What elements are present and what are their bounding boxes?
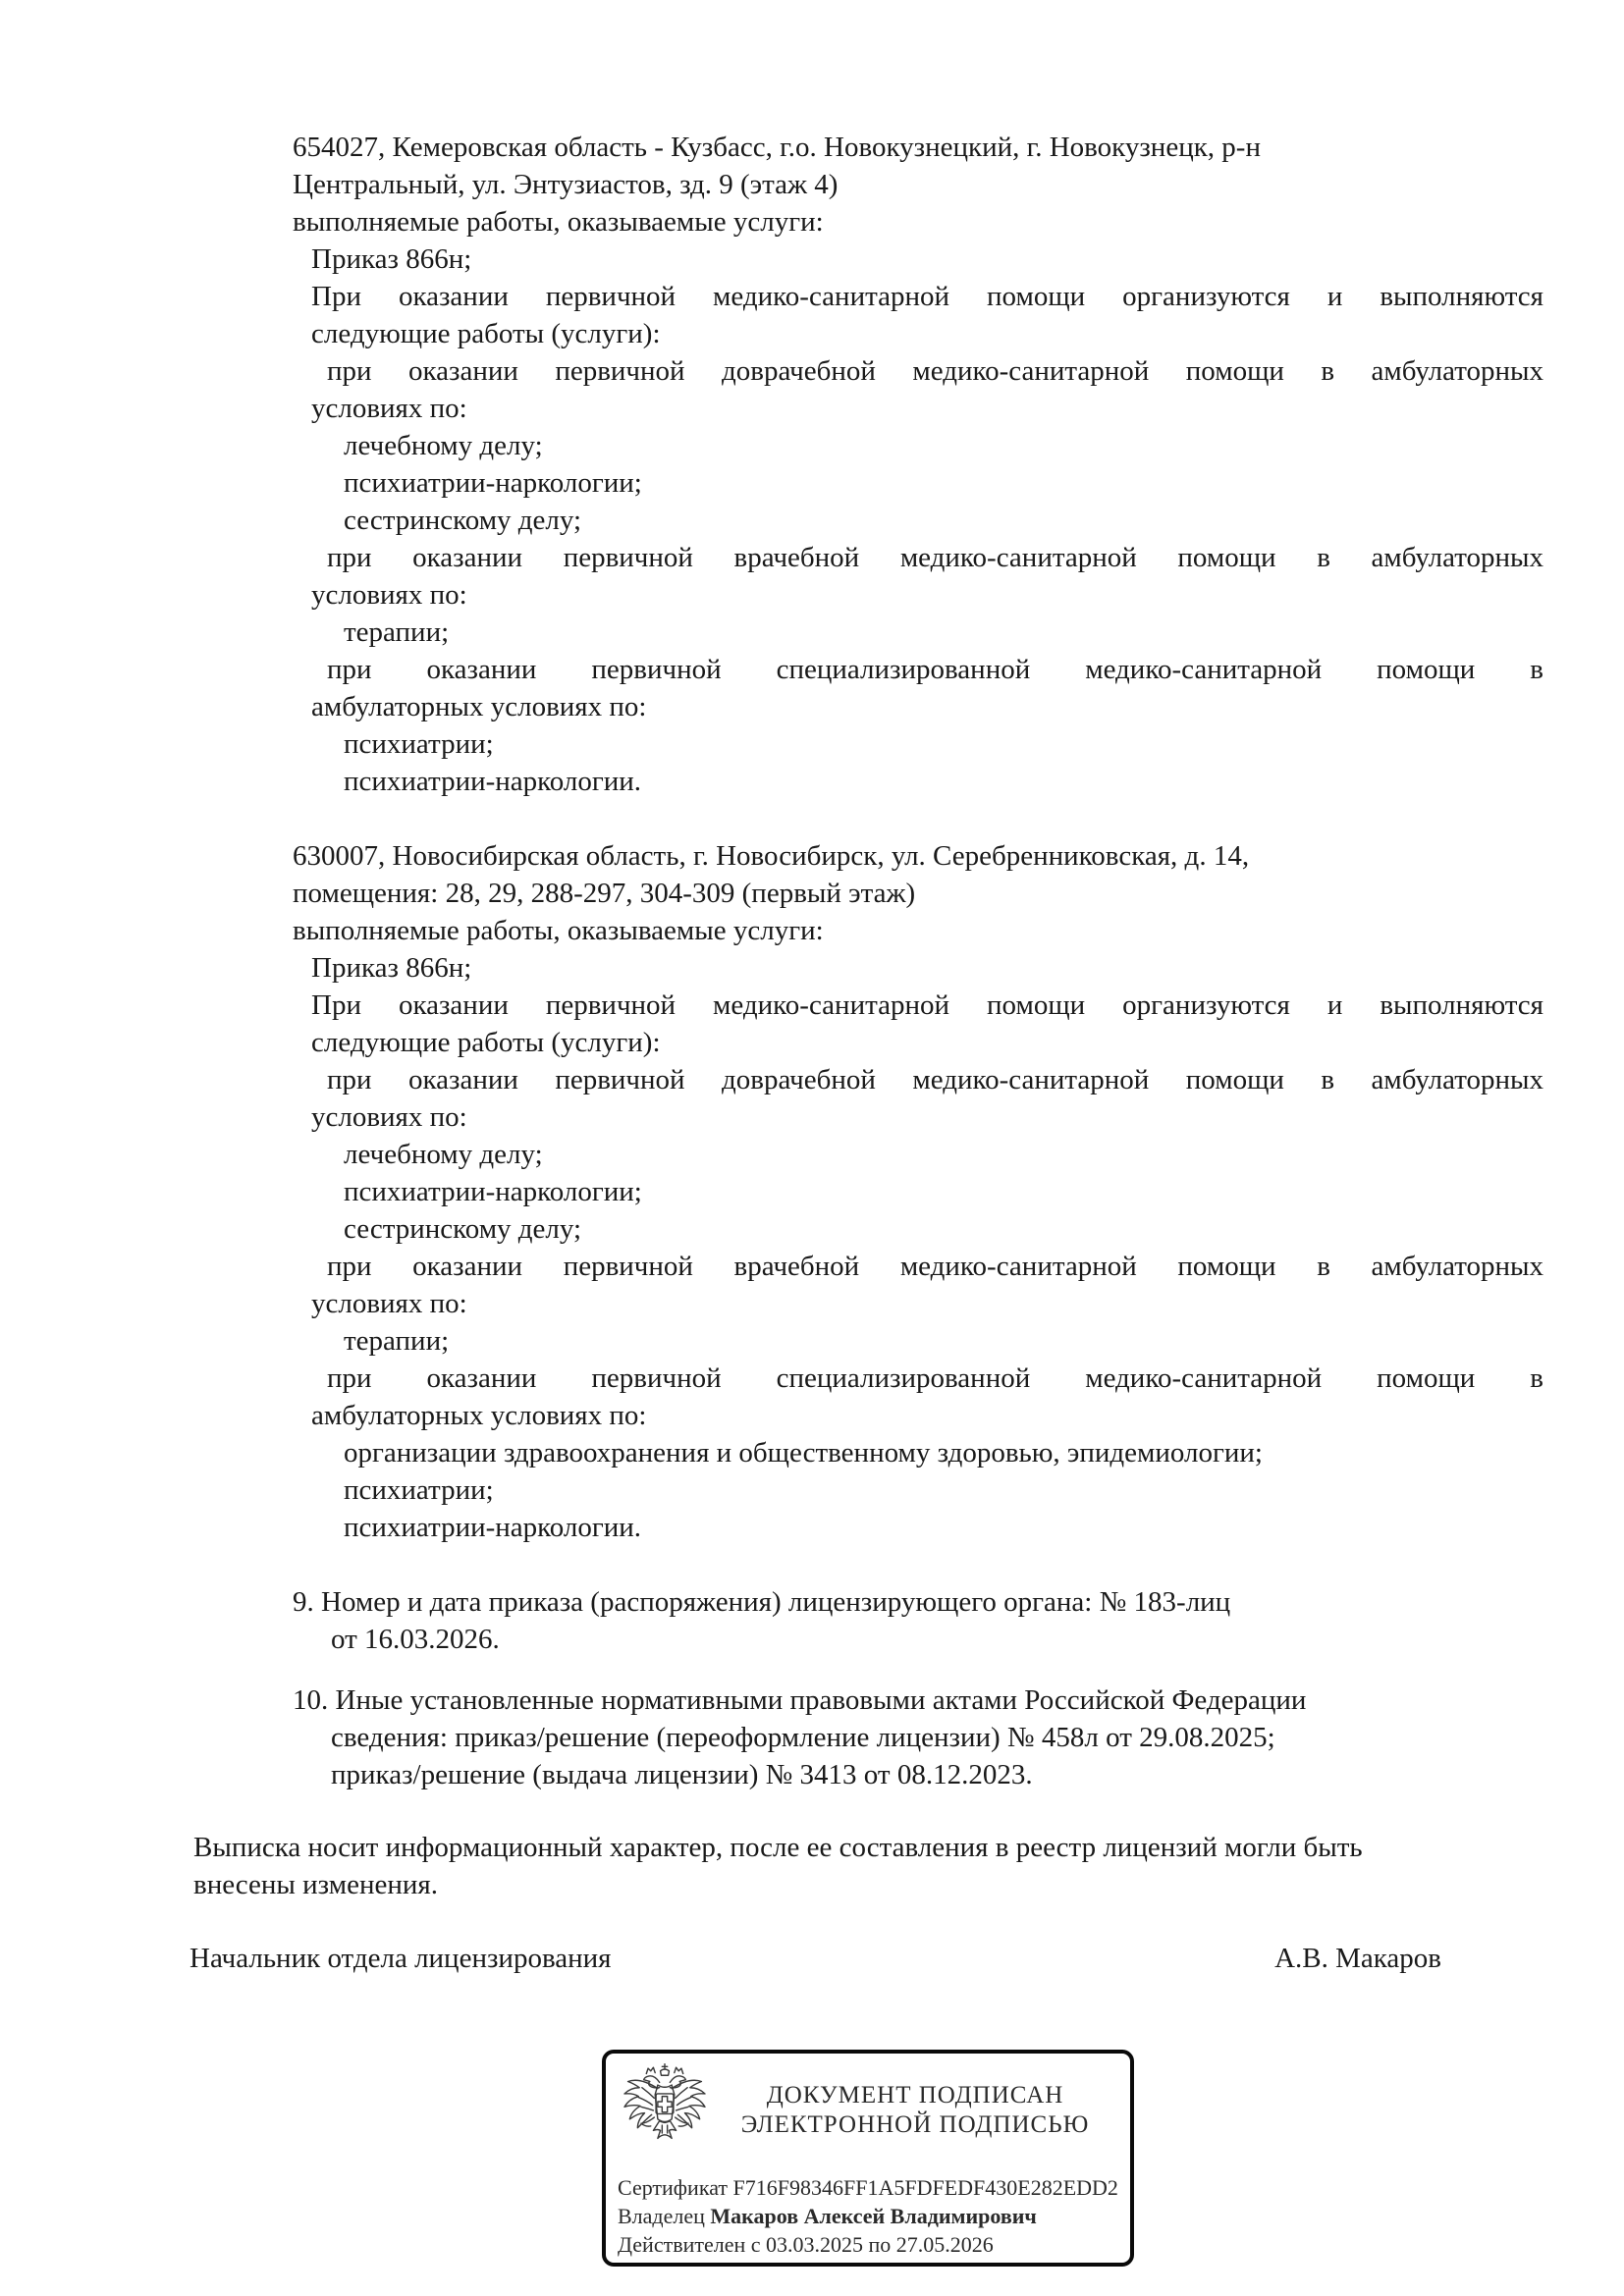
- document-line: 630007, Новосибирская область, г. Новосибирск, ул. Серебренниковская, д. 14,: [293, 840, 1250, 872]
- document-line: условиях по:: [311, 579, 467, 611]
- owner-line: [618, 2202, 1120, 2230]
- stamp-title: [710, 2081, 1120, 2140]
- document-line: При оказании первичной медико-санитарной помощи организуются и выполняются: [311, 281, 1543, 312]
- document-line: лечебному делу;: [344, 430, 543, 461]
- stamp-info: [616, 2173, 1120, 2259]
- document-line: сестринскому делу;: [344, 1213, 582, 1245]
- document-line: Центральный, ул. Энтузиастов, зд. 9 (этаж 4): [293, 169, 839, 200]
- document-line: при оказании первичной врачебной медико-санитарной помощи в амбулаторных: [327, 542, 1543, 573]
- blank-line: [293, 800, 1543, 837]
- document-line: от 16.03.2026.: [331, 1624, 500, 1655]
- document-line: амбулаторных условиях по:: [311, 691, 647, 722]
- document-line: при оказании первичной доврачебной медико-санитарной помощи в амбулаторных: [327, 355, 1543, 387]
- document-line: терапии;: [344, 616, 450, 648]
- stamp-title-line: ЭЛЕКТРОННОЙ ПОДПИСЬЮ: [740, 2111, 1090, 2138]
- document-line: 10. Иные установленные нормативными правовыми актами Российской Федерации: [293, 1684, 1307, 1716]
- document-line: условиях по:: [311, 393, 467, 424]
- document-line: При оказании первичной медико-санитарной помощи организуются и выполняются: [311, 989, 1543, 1021]
- document-line: помещения: 28, 29, 288-297, 304-309 (первый этаж): [293, 878, 916, 909]
- document-line: сведения: приказ/решение (переоформление лицензии) № 458л от 29.08.2025;: [331, 1722, 1275, 1753]
- certificate-value: F716F98346FF1A5FDFEDF430E282EDD2: [732, 2175, 1118, 2200]
- signatory-name: А.В. Макаров: [1274, 1943, 1441, 1974]
- document-line: при оказании первичной доврачебной медико-санитарной помощи в амбулаторных: [327, 1064, 1543, 1095]
- stamp-header: [616, 2061, 1120, 2162]
- document-line: выполняемые работы, оказываемые услуги:: [293, 915, 824, 946]
- document-line: организации здравоохранения и общественному здоровью, эпидемиологии;: [344, 1437, 1263, 1468]
- document-line: следующие работы (услуги):: [311, 318, 661, 349]
- blank-line: [293, 1546, 1543, 1583]
- informational-note: [193, 1829, 1543, 1903]
- document-line: при оказании первичной врачебной медико-санитарной помощи в амбулаторных: [327, 1251, 1543, 1282]
- document-line: психиатрии-наркологии.: [344, 766, 642, 797]
- note-line: внесены изменения.: [193, 1869, 438, 1900]
- document-line: психиатрии-наркологии.: [344, 1512, 642, 1543]
- document-line: 654027, Кемеровская область - Кузбасс, г.о. Новокузнецкий, г. Новокузнецк, р-н: [293, 132, 1261, 163]
- document-line: психиатрии-наркологии;: [344, 1176, 642, 1207]
- document-line: сестринскому делу;: [344, 505, 582, 536]
- electronic-signature-stamp: [602, 2050, 1134, 2267]
- document-line: при оказании первичной специализированной медико-санитарной помощи в: [327, 654, 1543, 685]
- document-line: лечебному делу;: [344, 1139, 543, 1170]
- stamp-title-line: ДОКУМЕНТ ПОДПИСАН: [766, 2082, 1064, 2109]
- eagle-emblem-icon: [620, 2061, 710, 2158]
- document-line: приказ/решение (выдача лицензии) № 3413 от 08.12.2023.: [331, 1759, 1033, 1790]
- signatory-title: Начальник отдела лицензирования: [189, 1943, 612, 1974]
- document-line: выполняемые работы, оказываемые услуги:: [293, 206, 824, 238]
- document-line: терапии;: [344, 1325, 450, 1357]
- note-line: Выписка носит информационный характер, после ее составления в реестр лицензий могли быть: [193, 1832, 1363, 1863]
- certificate-label: Сертификат: [618, 2175, 728, 2200]
- document-line: психиатрии-наркологии;: [344, 467, 642, 499]
- document-line: Приказ 866н;: [311, 952, 472, 984]
- document-line: психиатрии;: [344, 1474, 494, 1506]
- owner-name: Макаров Алексей Владимирович: [710, 2204, 1037, 2228]
- document-line: следующие работы (услуги):: [311, 1027, 661, 1058]
- document-line: условиях по:: [311, 1101, 467, 1133]
- signature-row: [189, 1940, 1441, 1977]
- document-line: Приказ 866н;: [311, 243, 472, 275]
- blank-line: [293, 1658, 1543, 1682]
- document-line: 9. Номер и дата приказа (распоряжения) лицензирующего органа: № 183-лиц: [293, 1586, 1231, 1618]
- document-line: амбулаторных условиях по:: [311, 1400, 647, 1431]
- validity-line: Действителен с 03.03.2025 по 27.05.2026: [618, 2232, 994, 2257]
- document-line: при оказании первичной специализированной медико-санитарной помощи в: [327, 1362, 1543, 1394]
- certificate-line: [618, 2173, 1120, 2202]
- owner-label: Владелец: [618, 2204, 705, 2228]
- document-line: психиатрии;: [344, 728, 494, 760]
- document-line: условиях по:: [311, 1288, 467, 1319]
